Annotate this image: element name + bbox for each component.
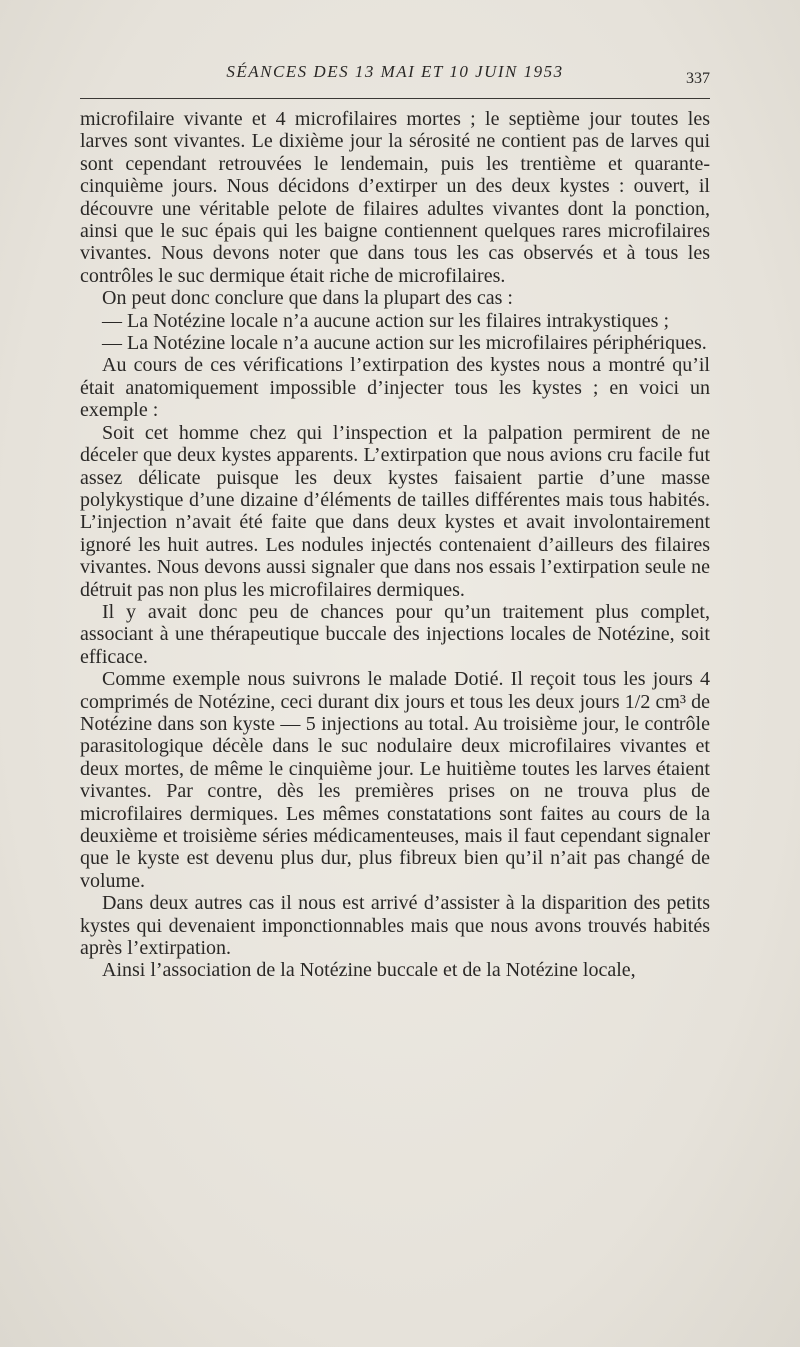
paragraph: On peut donc conclure que dans la plupart des cas :: [102, 287, 513, 310]
running-title: SÉANCES DES 13 MAI ET 10 JUIN 1953: [226, 62, 564, 81]
paragraph: Il y avait donc peu de chances pour qu’un traitement plus complet, associant à une thérapeutique buccale des injections locales de Notézine, soit efficace.: [80, 600, 710, 668]
page-header: [80, 62, 710, 96]
paragraph: — La Notézine locale n’a aucune action sur les filaires intrakystiques ;: [102, 309, 670, 332]
body-text: [80, 108, 710, 982]
paragraph: Comme exemple nous suivrons le malade Dotié. Il reçoit tous les jours 4 comprimés de Notézine, ceci durant dix jours et tous les deux jours 1/2 cm³ de Notézine dans son kyste — 5 injections au total. Au troisième jour, le contrôle parasitologique décèle dans le suc nodulaire deux microfilaires vivantes et deux mortes, de même le cinquième jour. Le huitième toutes les larves étaient vivantes. Par contre, dès les premières prises on ne trouva plus de microfilaires dermiques. Les mêmes constatations sont faites au cours de la deuxième et troisième séries médicamenteuses, mais il faut cependant signaler que le kyste est devenu plus dur, plus fibreux bien qu’il n’ait pas changé de volume.: [80, 668, 710, 892]
paragraph: Soit cet homme chez qui l’inspection et la palpation permirent de ne déceler que deux kystes apparents. L’extirpation que nous avions cru facile fut assez délicate puisque les deux kystes faisaient partie d’une masse polykystique d’une dizaine d’éléments de tailles différentes mais tous habités. L’injection n’avait été faite que dans deux kystes et avait involontairement ignoré les huit autres. Les nodules injectés contenaient d’ailleurs des filaires vivantes. Nous devons aussi signaler que dans nos essais l’extirpation seule ne détruit pas non plus les microfilaires dermiques.: [80, 421, 710, 601]
paragraph: Ainsi l’association de la Notézine buccale et de la Notézine locale,: [102, 959, 636, 982]
paragraph: microfilaire vivante et 4 microfilaires mortes ; le septième jour toutes les larves sont vivantes. Le dixième jour la sérosité ne contient pas de larves qui sont cependant retrouvées le lendemain, puis les trentième et quarante-cinquième jours. Nous décidons d’extirper un des deux kystes : ouvert, il découvre une véritable pelote de filaires adultes vivantes dont la ponction, ainsi que le suc épais qui les baigne contiennent quelques rares microfilaires vivantes. Nous devons noter que dans tous les cas observés et à tous les contrôles le suc dermique était riche de microfilaires.: [80, 108, 710, 287]
paragraph: Au cours de ces vérifications l’extirpation des kystes nous a montré qu’il était anatomiquement impossible d’injecter tous les kystes ; en voici un exemple :: [80, 354, 710, 422]
header-rule: [80, 98, 710, 99]
page-number: 337: [686, 70, 710, 87]
paragraph: — La Notézine locale n’a aucune action sur les microfilaires périphériques.: [102, 332, 707, 355]
paragraph: Dans deux autres cas il nous est arrivé d’assister à la disparition des petits kystes qui devenaient imponctionnables mais que nous avons trouvés habités après l’extirpation.: [80, 892, 710, 960]
